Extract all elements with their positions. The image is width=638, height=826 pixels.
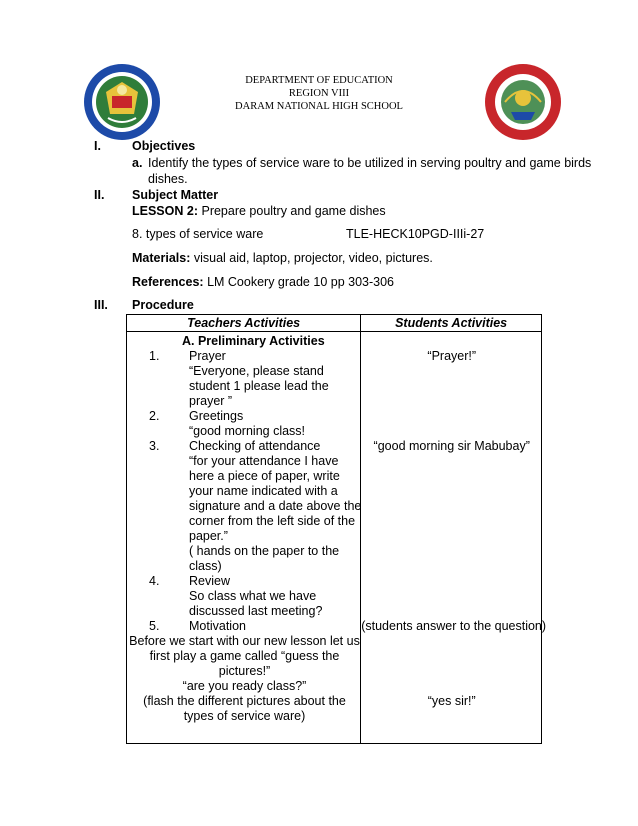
section-2-number: II. — [94, 188, 105, 202]
lesson-label: LESSON 2: — [132, 204, 198, 218]
objective-a-line2: dishes. — [148, 172, 188, 186]
item-4-number: 4. — [149, 574, 160, 588]
item-1-line-b: student 1 please lead the — [189, 379, 329, 393]
item-4-line-a: So class what we have — [189, 589, 317, 603]
materials-line — [132, 251, 433, 265]
section-3-number: III. — [94, 298, 108, 312]
topic-text: 8. types of service ware — [132, 227, 264, 241]
student-response-4: “yes sir!” — [427, 694, 476, 708]
references-line — [132, 275, 394, 289]
table-row — [127, 332, 542, 744]
table-header-row — [127, 315, 542, 332]
col-teacher-activities: Teachers Activities — [127, 315, 361, 332]
teacher-activities-cell — [127, 332, 361, 744]
item-1-line-c: prayer ” — [189, 394, 233, 408]
student-activities-cell — [361, 332, 547, 744]
item-3-line-c: your name indicated with a — [189, 484, 338, 498]
item-3-title: Checking of attendance — [189, 439, 321, 453]
motivation-line-2: first play a game called “guess the — [149, 649, 340, 663]
references-text: LM Cookery grade 10 pp 303-306 — [207, 275, 394, 289]
student-response-1: “Prayer!” — [427, 349, 477, 363]
item-2-title: Greetings — [189, 409, 244, 423]
objective-a-line1: Identify the types of service ware to be utilized in serving poultry and game birds — [148, 156, 592, 170]
item-3-line-a: “for your attendance I have — [189, 454, 339, 468]
materials-text: visual aid, laptop, projector, video, pictures. — [193, 251, 433, 265]
item-3-line-h: class) — [189, 559, 222, 573]
motivation-line-1: Before we start with our new lesson let us — [129, 634, 360, 648]
item-3-line-f: paper.” — [189, 529, 228, 543]
preliminary-heading: A. Preliminary Activities — [182, 334, 325, 348]
motivation-line-6: types of service ware) — [183, 709, 306, 723]
item-4-line-b: discussed last meeting? — [189, 604, 323, 618]
competency-code: TLE-HECK10PGD-IIIi-27 — [346, 227, 485, 241]
item-3-line-e: corner from the left side of the — [189, 514, 356, 528]
item-1-line-a: “Everyone, please stand — [189, 364, 324, 378]
objective-a-letter: a. — [132, 156, 143, 170]
references-label: References: — [132, 275, 204, 289]
item-5-number: 5. — [149, 619, 160, 633]
document-header — [0, 74, 638, 113]
lesson-line — [132, 204, 386, 218]
item-4-title: Review — [189, 574, 230, 588]
item-3-line-b: here a piece of paper, write — [189, 469, 340, 483]
section-2-title: Subject Matter — [132, 188, 219, 202]
header-region: REGION VIII — [288, 88, 350, 99]
procedure-table — [126, 314, 547, 744]
motivation-line-5: (flash the different pictures about the — [143, 694, 346, 708]
lesson-text: Prepare poultry and game dishes — [201, 204, 386, 218]
item-3-line-d: signature and a date above the — [189, 499, 362, 513]
item-1-number: 1. — [149, 349, 160, 363]
header-department: DEPARTMENT OF EDUCATION — [245, 75, 393, 86]
item-2-number: 2. — [149, 409, 160, 423]
section-3-title: Procedure — [132, 298, 194, 312]
section-1-title: Objectives — [132, 139, 196, 153]
student-response-2: “good morning sir Mabubay” — [373, 439, 530, 453]
motivation-line-3: pictures!” — [218, 664, 271, 678]
col-student-activities: Students Activities — [361, 315, 542, 332]
item-3-line-g: ( hands on the paper to the — [189, 544, 340, 558]
item-1-title: Prayer — [189, 349, 226, 363]
item-2-line-a: “good morning class! — [189, 424, 306, 438]
materials-label: Materials: — [132, 251, 191, 265]
motivation-line-4: “are you ready class?” — [182, 679, 307, 693]
student-response-3: (students answer to the question) — [361, 619, 547, 633]
header-school: DARAM NATIONAL HIGH SCHOOL — [235, 101, 403, 112]
section-1-number: I. — [94, 139, 101, 153]
item-5-title: Motivation — [189, 619, 246, 633]
item-3-number: 3. — [149, 439, 160, 453]
